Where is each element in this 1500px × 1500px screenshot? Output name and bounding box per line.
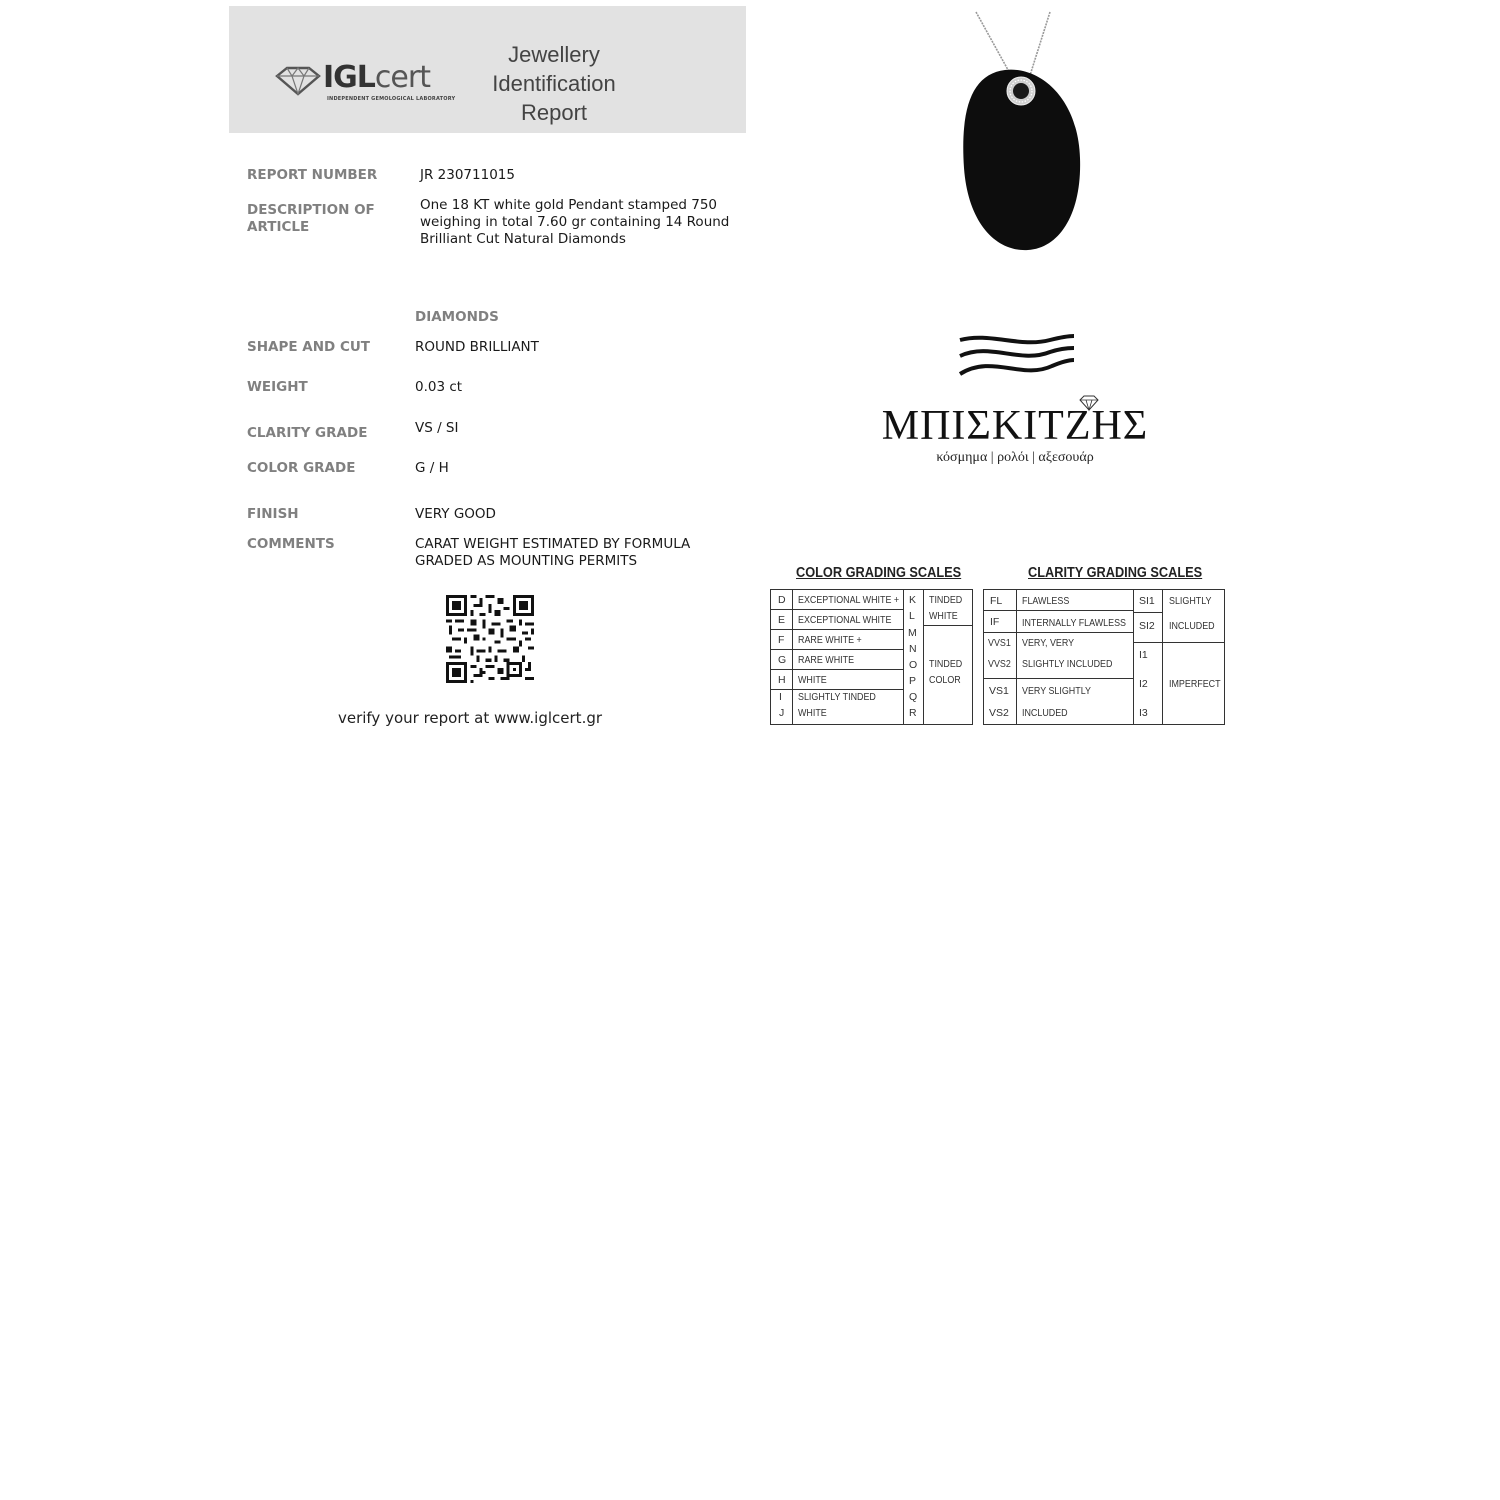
description-label: DESCRIPTION OF xyxy=(247,202,375,218)
diamond-icon xyxy=(275,66,321,96)
title-line: Jewellery xyxy=(508,42,600,67)
clarity-code: IF xyxy=(990,616,1000,628)
color-grade-desc: WHITE xyxy=(798,674,827,686)
clarity-value: VS / SI xyxy=(415,420,459,436)
slightly-included-label: INCLUDED xyxy=(1169,620,1215,632)
clarity-code: VS2 xyxy=(989,707,1009,719)
clarity-desc: SLIGHTLY INCLUDED xyxy=(1022,658,1113,670)
tint-code: O xyxy=(909,659,918,671)
clarity-code: VS1 xyxy=(989,685,1009,697)
tint-code: Q xyxy=(909,691,918,703)
color-grade-desc: RARE WHITE xyxy=(798,654,855,666)
color-grade-code: D xyxy=(778,594,786,606)
brand-subtitle: κόσμημα | ρολόι | αξεσουάρ xyxy=(936,450,1094,465)
slightly-included-label: SLIGHTLY xyxy=(1169,595,1212,607)
description-label: ARTICLE xyxy=(247,219,310,235)
clarity-label: CLARITY GRADE xyxy=(247,425,368,441)
diamonds-heading: DIAMONDS xyxy=(415,309,499,325)
color-grade-code: J xyxy=(779,707,785,719)
clarity-desc: VERY, VERY xyxy=(1022,637,1075,649)
tint-code: M xyxy=(908,627,917,639)
color-grade-code: G xyxy=(778,654,787,666)
clarity-code: VVS2 xyxy=(988,658,1011,670)
clarity-desc: INTERNALLY FLAWLESS xyxy=(1022,617,1127,629)
color-scale-title: COLOR GRADING SCALES xyxy=(796,565,962,581)
finish-value: VERY GOOD xyxy=(415,506,496,522)
shape-value: ROUND BRILLIANT xyxy=(415,339,539,355)
tint-code: P xyxy=(909,675,917,687)
description-line: weighing in total 7.60 gr containing 14 Round xyxy=(420,214,730,230)
tint-code: R xyxy=(909,707,917,719)
description-line: Brilliant Cut Natural Diamonds xyxy=(420,231,626,247)
clarity-code: I2 xyxy=(1139,678,1148,690)
clarity-scale-table xyxy=(983,589,1225,725)
iglcert-logo xyxy=(275,54,455,114)
clarity-desc: FLAWLESS xyxy=(1022,595,1070,607)
clarity-scale-title: CLARITY GRADING SCALES xyxy=(1028,565,1203,581)
qr-code[interactable] xyxy=(446,595,534,683)
clarity-desc: INCLUDED xyxy=(1022,707,1068,719)
clarity-code: SI2 xyxy=(1139,620,1155,632)
logo-tagline: INDEPENDENT GEMOLOGICAL LABORATORY xyxy=(327,96,456,102)
tinded-color-label: COLOR xyxy=(929,674,961,686)
title-line: Report xyxy=(520,100,588,125)
tinded-color-label: TINDED xyxy=(929,658,963,670)
clarity-code: I3 xyxy=(1139,707,1148,719)
shape-label: SHAPE AND CUT xyxy=(247,339,371,355)
color-grade-code: E xyxy=(778,614,786,626)
color-value: G / H xyxy=(415,460,449,476)
color-grade-desc: RARE WHITE + xyxy=(798,634,862,646)
imperfect-label: IMPERFECT xyxy=(1169,678,1221,690)
tint-code: K xyxy=(909,594,917,606)
report-number-label: REPORT NUMBER xyxy=(247,167,378,183)
weight-label: WEIGHT xyxy=(247,379,308,395)
color-grade-desc: WHITE xyxy=(798,707,827,719)
weight-value: 0.03 ct xyxy=(415,379,463,395)
tinded-white-label: WHITE xyxy=(929,610,958,622)
clarity-code: I1 xyxy=(1139,649,1148,661)
report-header xyxy=(229,6,746,133)
finish-label: FINISH xyxy=(247,506,299,522)
brand-name: ΜΠΙΣΚΙΤΖΗΣ xyxy=(881,403,1149,449)
tinded-white-label: TINDED xyxy=(929,594,963,606)
color-scale-table xyxy=(770,589,973,725)
clarity-code: VVS1 xyxy=(988,637,1011,649)
color-grade-desc: EXCEPTIONAL WHITE xyxy=(798,614,892,626)
color-grade-desc: SLIGHTLY TINDED xyxy=(798,691,876,703)
color-grade-code: I xyxy=(779,691,782,703)
verify-link[interactable]: verify your report at www.iglcert.gr xyxy=(337,709,603,727)
clarity-code: FL xyxy=(990,595,1003,607)
color-grade-code: F xyxy=(778,634,785,646)
tint-code: L xyxy=(909,610,915,622)
clarity-code: SI1 xyxy=(1139,595,1155,607)
title-line: Identification xyxy=(492,71,616,96)
report-title xyxy=(469,40,639,127)
report-number-value: JR 230711015 xyxy=(420,167,515,183)
comments-line: GRADED AS MOUNTING PERMITS xyxy=(415,553,638,569)
pendant-image xyxy=(940,8,1090,258)
clarity-desc: VERY SLIGHTLY xyxy=(1022,685,1091,697)
comments-line: CARAT WEIGHT ESTIMATED BY FORMULA xyxy=(415,536,691,552)
color-grade-code: H xyxy=(778,674,786,686)
logo-light-text: cert xyxy=(374,60,430,95)
tint-code: N xyxy=(909,643,917,655)
color-grade-desc: EXCEPTIONAL WHITE + xyxy=(798,594,900,606)
color-label: COLOR GRADE xyxy=(247,460,356,476)
description-line: One 18 KT white gold Pendant stamped 750 xyxy=(420,197,718,213)
logo-bold-text: IGL xyxy=(323,60,375,95)
comments-label: COMMENTS xyxy=(247,536,335,552)
